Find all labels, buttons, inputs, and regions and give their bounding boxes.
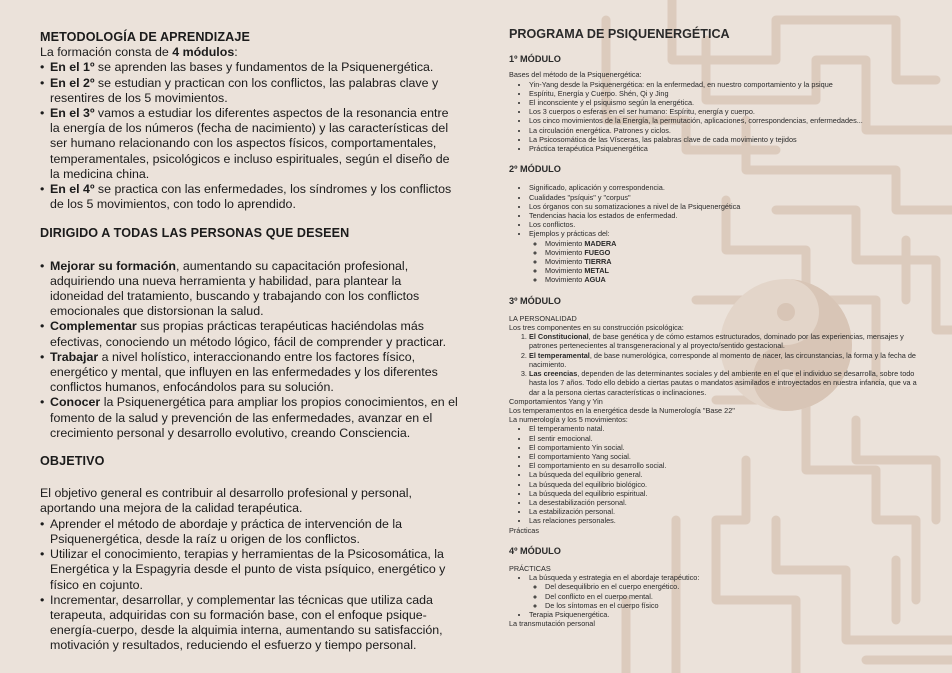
list-item: • Los órganos con su somatizaciones a nivel de la Psiquenergética	[529, 202, 929, 211]
list-item: • Tendencias hacia los estados de enfermedad.	[529, 211, 929, 220]
metodologia-list	[40, 60, 458, 212]
list-item: • La estabilización personal.	[529, 507, 929, 516]
modulo-1-intro: Bases del método de la Psiquenergética:	[509, 70, 642, 80]
modulo-4-title: 4º MÓDULO	[509, 545, 561, 556]
list-item: • El comportamiento Yin social.	[529, 443, 929, 452]
objetivo-list	[40, 517, 458, 654]
programa-title: PROGRAMA DE PSIQUENERGÉTICA	[509, 27, 730, 41]
list-item: • La búsqueda del equilibrio biológico.	[529, 480, 929, 489]
list-item: • En el 2º se estudian y practican con los conflictos, las palabras clave y resentires de los 5 movimientos.	[40, 76, 458, 106]
componentes-list	[509, 332, 929, 396]
modulo-1-title: 1º MÓDULO	[509, 54, 561, 65]
list-item: • Incrementar, desarrollar, y complementar las técnicas que utiliza cada terapeuta, adquiridas con su formación base, con el enfoque psique-energía-cuerpo, desde la alquimia interna, aumentando su satisfacción, motivación y resultados, reduciendo el esfuerzo y tiempo personal.	[40, 593, 458, 654]
list-item: • Los conflictos.	[529, 220, 929, 229]
dirigido-title: DIRIGIDO A TODAS LAS PERSONAS QUE DESEEN	[40, 226, 350, 241]
modulo-3-line: Comportamientos Yang y Yin	[509, 396, 603, 406]
list-item: • Cualidades "psíquis" y "corpus"	[529, 193, 929, 202]
objetivo-intro: El objetivo general es contribuir al desarrollo profesional y personal, aportando una mejora de la calidad terapéutica.	[40, 486, 412, 516]
modulo-3-line: Los temperamentos en la energética desde la Numerología "Base 22"	[509, 405, 735, 415]
right-column	[509, 27, 929, 629]
list-item: • En el 3º vamos a estudiar los diferentes aspectos de la resonancia entre la energía de los números (fecha de nacimiento) y las características del ser humano relacionando con los aspectos físicos, comportamentales, temperamentales, psicológicos e incluso espirituales, según el diseño de la medicina china.	[40, 106, 458, 182]
list-item: • Los 3 cuerpos o esferas en el ser humano: Espíritu, energía y cuerpo.	[529, 107, 929, 116]
left-column	[40, 30, 458, 654]
list-item: • Trabajar a nivel holístico, interaccionando entre los factores físico, energético y mental, que influyen en las enfermedades y los diferentes conflictos humanos, enfocándolos para su solución.	[40, 350, 458, 396]
list-item: ◦ Movimiento MADERA	[545, 239, 929, 248]
list-item: • La Psicosomática de las Vísceras, las palabras clave de cada movimiento y tejidos	[529, 135, 929, 144]
modulo-4-list	[509, 573, 929, 619]
list-item: ◦ Del conflicto en el cuerpo mental.	[545, 592, 929, 601]
list-item: • El sentir emocional.	[529, 434, 929, 443]
movimientos-list	[529, 239, 929, 285]
list-item: 1. El Constitucional, de base genética y de cómo estamos estructurados, dominado por las experiencias, mensajes y patrones pertenecientes al transgeneracional y al proyecto/sentido gestacional.	[529, 332, 929, 350]
modulo-3-intro: Los tres componentes en su construcción psicológica:	[509, 323, 684, 333]
list-item: • La búsqueda y estrategia en el abordaje terapéutico: ◦ Del desequilibrio en el cuerpo energético. ◦ Del conflicto en el cuerpo mental. ◦ De los síntomas en el cuerpo físico	[529, 573, 929, 610]
modulo-3-title: 3º MÓDULO	[509, 295, 561, 306]
list-item: • Las relaciones personales.	[529, 516, 929, 525]
list-item: • El temperamento natal.	[529, 424, 929, 433]
list-item: • En el 4º se practica con las enfermedades, los síndromes y los conflictos de los 5 movimientos, con todo lo aprendido.	[40, 182, 458, 212]
list-item: ◦ Movimiento TIERRA	[545, 257, 929, 266]
list-item: • El comportamiento Yang social.	[529, 452, 929, 461]
modulo-1-list	[509, 80, 929, 154]
list-item: • Utilizar el conocimiento, terapias y herramientas de la Psicosomática, la Energética y la Espagyria desde el punto de vista psíquico, energético y físico en cojunto.	[40, 547, 458, 593]
list-item: ◦ Movimiento FUEGO	[545, 248, 929, 257]
list-item: ◦ Movimiento AGUA	[545, 275, 929, 284]
list-item: • La circulación energética. Patrones y ciclos.	[529, 126, 929, 135]
modulo-2-title: 2º MÓDULO	[509, 164, 561, 175]
objetivo-title: OBJETIVO	[40, 454, 105, 469]
list-item: • Significado, aplicación y correspondencia.	[529, 183, 929, 192]
list-item: ◦ Del desequilibrio en el cuerpo energético.	[545, 582, 929, 591]
list-item: • La búsqueda del equilibrio espiritual.	[529, 489, 929, 498]
modulo-3-end: Prácticas	[509, 525, 540, 535]
list-item: 2. El temperamental, de base numerológica, corresponde al momento de nacer, las circunstancias, la forma y la fecha de nacimiento.	[529, 351, 929, 369]
modulo-4-end: La transmutación personal	[509, 619, 595, 629]
list-item: • Aprender el método de abordaje y práctica de intervención de la Psiquenergética, desde la raíz u origen de los conflictos.	[40, 517, 458, 547]
list-item: • Conocer la Psiquenergética para ampliar los propios conocimientos, en el fomento de la salud y prevención de las enfermedades, avanzar en el crecimiento personal y desarrollo evolutivo, creando Consciencia.	[40, 395, 458, 441]
practicas-heading: PRÁCTICAS	[509, 563, 551, 573]
list-item: • Yin-Yang desde la Psiquenergética: en la enfermedad, en nuestro comportamiento y la psique	[529, 80, 929, 89]
list-item: • El comportamiento en su desarrollo social.	[529, 461, 929, 470]
list-item: • Espíritu, Energía y Cuerpo. Shén, Qi y Jing	[529, 89, 929, 98]
list-item: 3. Las creencias, dependen de las determinantes sociales y del ambiente en el que el individuo se desarrolla, sobre todo hasta los 7 años. Todo ello debido a ciertas pautas o mandatos asimilados e introyectados en nuestra infancia, que va a dar a la persona ciertas características o inclinaciones.	[529, 369, 929, 397]
modulo-3-line: La numerología y los 5 movimientos:	[509, 415, 628, 425]
list-item: • La desestabilización personal.	[529, 498, 929, 507]
list-item: • Los cinco movimientos de la Energía, la permutación, aplicaciones, correspondencias, enfermedades...	[529, 116, 929, 125]
numerologia-list	[509, 424, 929, 525]
list-item: • El inconsciente y el psiquismo según la energética.	[529, 98, 929, 107]
personalidad-heading: LA PERSONALIDAD	[509, 313, 577, 323]
list-item: ◦ Movimiento METAL	[545, 266, 929, 275]
list-item: ◦ De los síntomas en el cuerpo físico	[545, 601, 929, 610]
dirigido-list	[40, 259, 458, 441]
list-item: • La búsqueda del equilibrio general.	[529, 470, 929, 479]
abordaje-list	[529, 582, 929, 610]
list-item: • Complementar sus propias prácticas terapéuticas haciéndolas más efectivas, conociendo un método lógico, fácil de comprender y practicar.	[40, 319, 458, 349]
metodologia-title: METODOLOGÍA DE APRENDIZAJE	[40, 30, 250, 44]
list-item: • Ejemplos y prácticas del: ◦ Movimiento MADERA ◦ Movimiento FUEGO ◦ Movimiento TIERRA ◦ Movimiento METAL ◦ Movimiento AGUA	[529, 229, 929, 284]
modulo-2-list	[509, 183, 929, 284]
list-item: • Práctica terapéutica Psiquenergética	[529, 144, 929, 153]
list-item: • En el 1º se aprenden las bases y fundamentos de la Psiquenergética.	[40, 60, 458, 75]
list-item: • Mejorar su formación, aumentando su capacitación profesional, adquiriendo una nueva herramienta y habilidad, para plantear la idoneidad del tratamiento, buscando y trabajando con los conflictos emocionales que distorsionan la salud.	[40, 259, 458, 320]
metodologia-intro: La formación consta de 4 módulos:	[40, 45, 238, 60]
list-item: • Terapia Psiquenergética.	[529, 610, 929, 619]
